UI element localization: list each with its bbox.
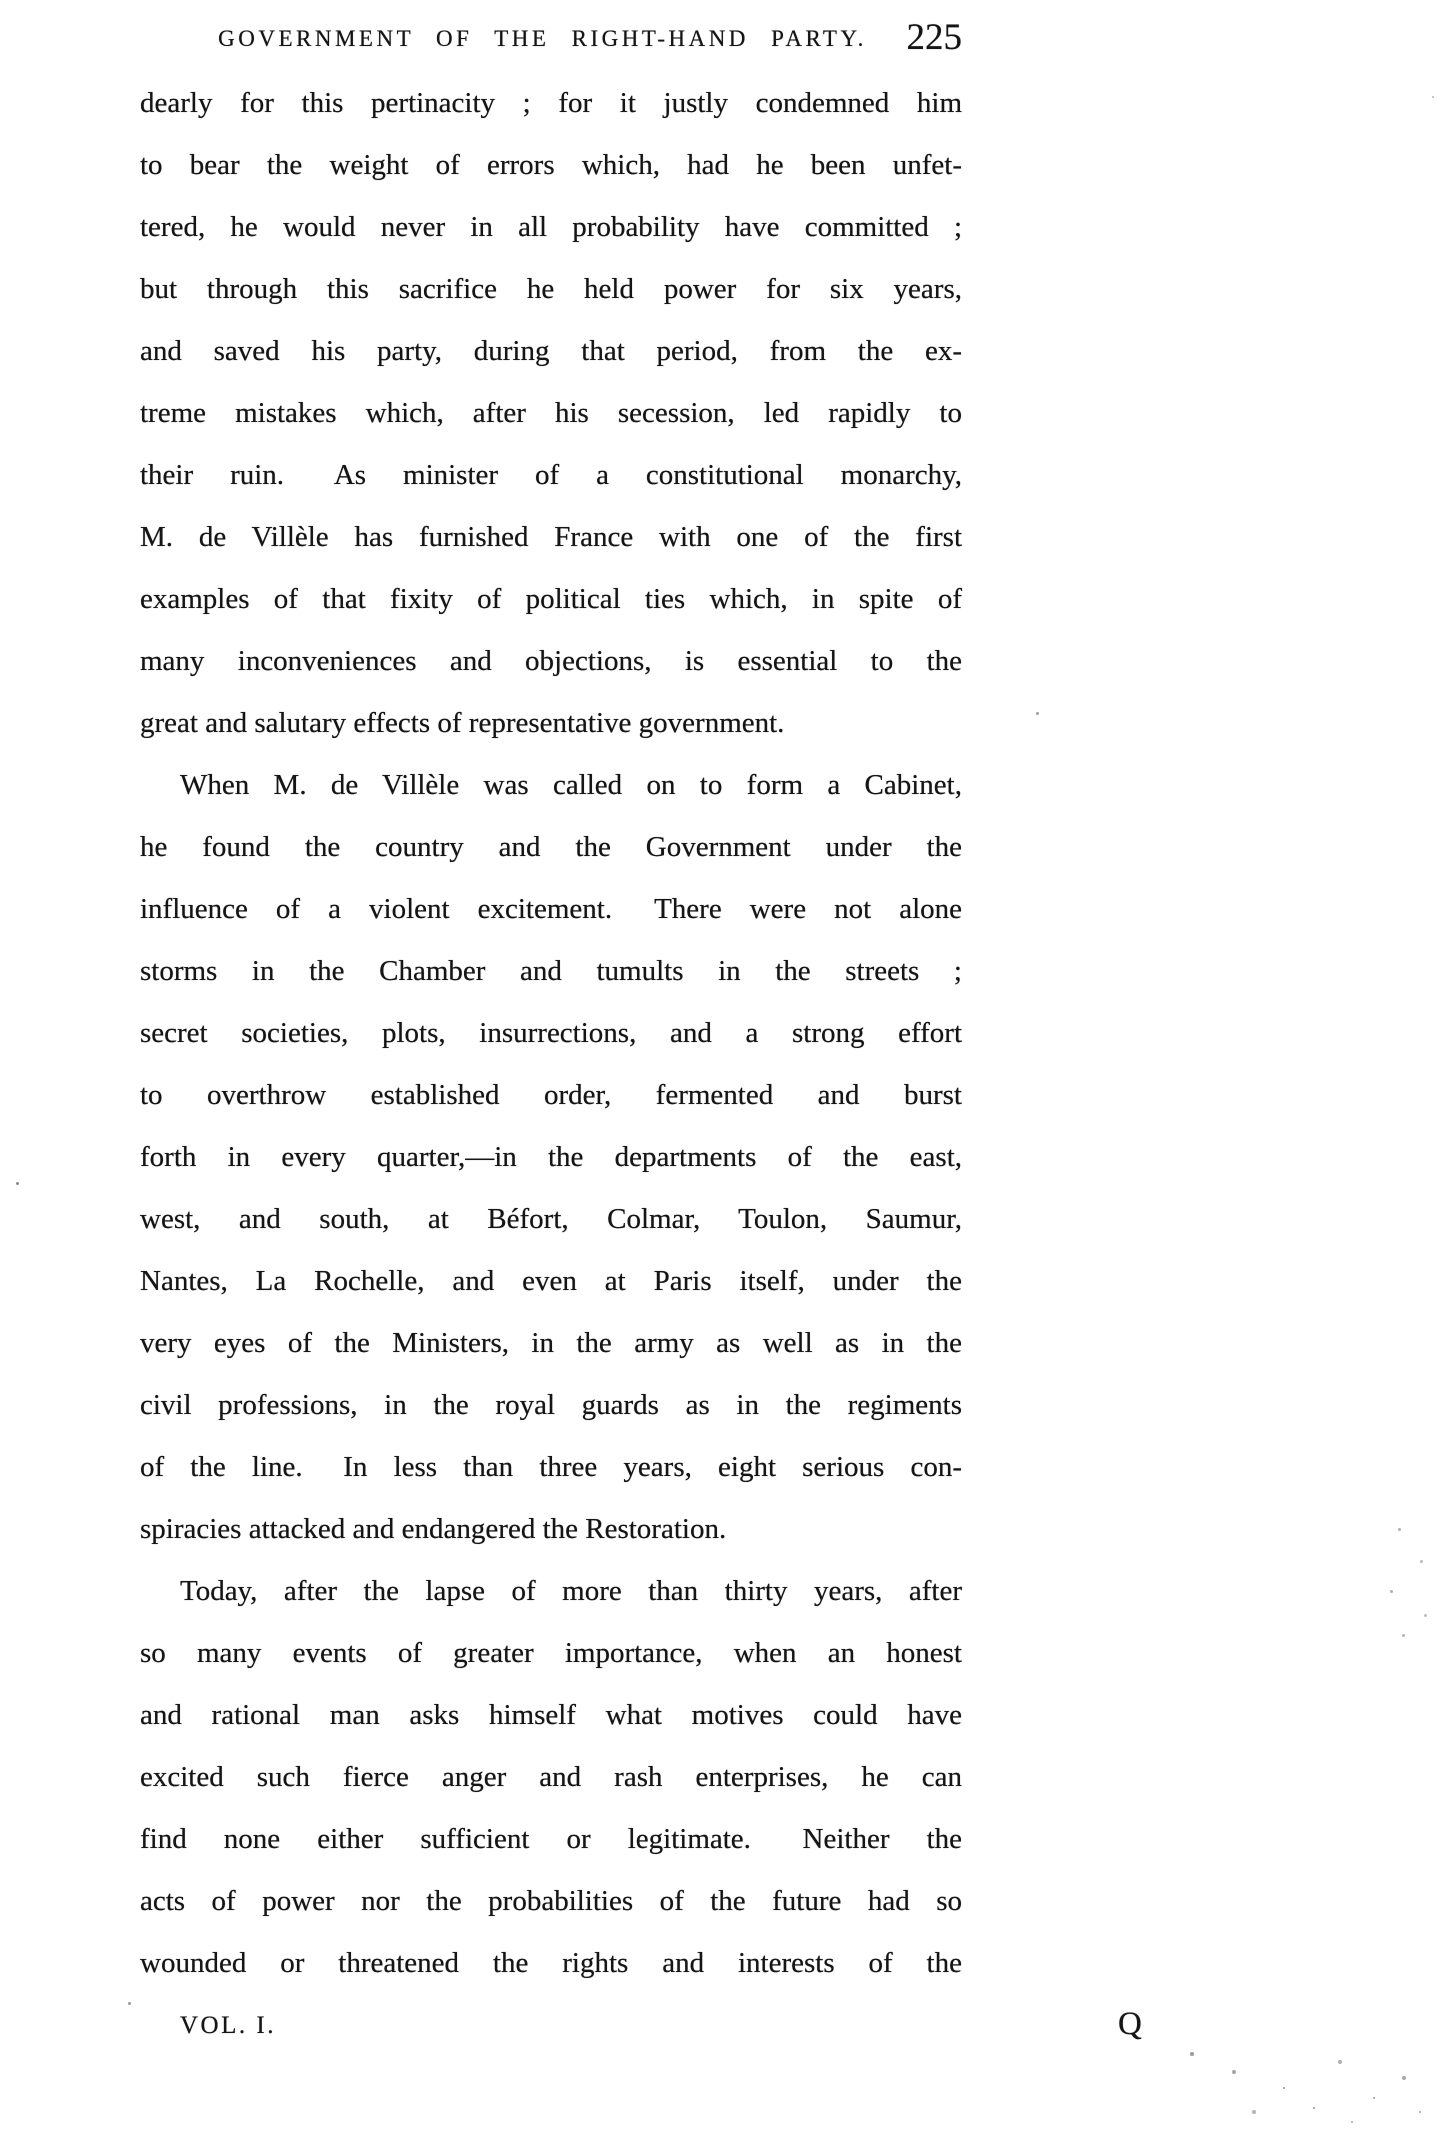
text-line: and rational man asks himself what motives could have (140, 1699, 962, 1731)
text-line: When M. de Villèle was called on to form a Cabinet, (180, 769, 962, 801)
running-title: GOVERNMENT OF THE RIGHT-HAND PARTY. (218, 26, 867, 51)
text-line: influence of a violent excitement. There were not alone (140, 893, 962, 925)
text-line: and saved his party, during that period, from the ex- (140, 335, 962, 367)
text-line: their ruin. As minister of a constitutional monarchy, (140, 459, 962, 491)
text-line: secret societies, plots, insurrections, and a strong effort (140, 1017, 962, 1049)
text-line: spiracies attacked and endangered the Restoration. (140, 1513, 727, 1545)
text-line: forth in every quarter,—in the departments of the east, (140, 1141, 962, 1173)
page-number: 225 (906, 17, 962, 58)
text-line: west, and south, at Béfort, Colmar, Toulon, Saumur, (140, 1203, 962, 1235)
paragraph (140, 754, 962, 1560)
text-line: many inconveniences and objections, is essential to the (140, 645, 962, 677)
scan-noise-bottom-right (1190, 2052, 1194, 2056)
text-line: storms in the Chamber and tumults in the streets ; (140, 955, 962, 987)
text-line: of the line. In less than three years, eight serious con- (140, 1451, 962, 1483)
text-line: M. de Villèle has furnished France with one of the first (140, 521, 962, 553)
text-line: civil professions, in the royal guards as in the regiments (140, 1389, 962, 1421)
scan-noise-speck (16, 1182, 19, 1185)
text-line: examples of that fixity of political ties which, in spite of (140, 583, 962, 615)
scan-noise-speck (1036, 712, 1039, 715)
text-line: but through this sacrifice he held power for six years, (140, 273, 962, 305)
page-header (140, 16, 962, 64)
text-line: dearly for this pertinacity ; for it justly condemned him (140, 87, 962, 119)
text-line: tered, he would never in all probability have committed ; (140, 211, 962, 243)
page-body (140, 72, 962, 1994)
paragraph (140, 1560, 962, 1994)
volume-label: VOL. I. (180, 2012, 276, 2039)
text-line: Nantes, La Rochelle, and even at Paris itself, under the (140, 1265, 962, 1297)
scan-noise-right-margin (1398, 1528, 1401, 1531)
text-line: very eyes of the Ministers, in the army as well as in the (140, 1327, 962, 1359)
text-line: wounded or threatened the rights and interests of the (140, 1947, 962, 1979)
signature-mark: Q (1118, 2006, 1142, 2042)
text-line: so many events of greater importance, when an honest (140, 1637, 962, 1669)
text-line: acts of power nor the probabilities of the future had so (140, 1885, 962, 1917)
text-line: Today, after the lapse of more than thirty years, after (180, 1575, 962, 1607)
text-line: find none either sufficient or legitimate. Neither the (140, 1823, 962, 1855)
text-line: treme mistakes which, after his secession, led rapidly to (140, 397, 962, 429)
text-line: great and salutary effects of representative government. (140, 707, 785, 739)
scan-noise-speck (1432, 96, 1434, 98)
paragraph (140, 72, 962, 754)
scan-noise-speck (128, 2002, 131, 2005)
text-line: to bear the weight of errors which, had he been unfet- (140, 149, 962, 181)
text-line: to overthrow established order, fermented and burst (140, 1079, 962, 1111)
text-line: he found the country and the Government under the (140, 831, 962, 863)
text-line: excited such fierce anger and rash enterprises, he can (140, 1761, 962, 1793)
